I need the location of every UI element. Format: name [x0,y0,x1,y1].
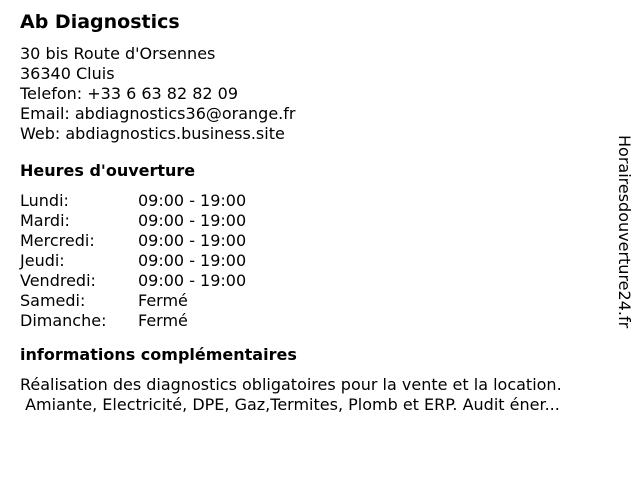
email-line: Email: abdiagnostics36@orange.fr [20,104,296,123]
day-label: Mercredi: [20,231,95,250]
hours-row-jeudi [20,251,610,271]
day-hours: 09:00 - 19:00 [138,211,247,230]
day-label: Dimanche: [20,311,107,330]
address-city: 36340 Cluis [20,64,115,83]
hours-row-mardi [20,211,610,231]
site-watermark: Horairesdouverture24.fr [615,135,634,329]
day-hours: 09:00 - 19:00 [138,191,247,210]
web-line: Web: abdiagnostics.business.site [20,124,285,143]
day-label: Mardi: [20,211,70,230]
day-hours: Fermé [138,291,188,310]
day-label: Lundi: [20,191,69,210]
day-hours: 09:00 - 19:00 [138,251,247,270]
hours-row-lundi [20,191,610,211]
info-description [20,375,610,415]
info-line-2: Amiante, Electricité, DPE, Gaz,Termites, Plomb et ERP. Audit éner... [20,395,560,414]
hours-row-samedi [20,291,610,311]
info-line-1: Réalisation des diagnostics obligatoires pour la vente et la location. [20,375,562,394]
day-label: Vendredi: [20,271,96,290]
info-title: informations complémentaires [20,345,297,364]
business-name: Ab Diagnostics [20,11,180,33]
day-hours: 09:00 - 19:00 [138,271,247,290]
business-card [20,10,610,415]
hours-row-mercredi [20,231,610,251]
day-hours: Fermé [138,311,188,330]
phone-line: Telefon: +33 6 63 82 82 09 [20,84,239,103]
hours-row-dimanche [20,311,610,331]
hours-row-vendredi [20,271,610,291]
hours-title: Heures d'ouverture [20,161,196,180]
hours-table [20,191,610,331]
day-label: Jeudi: [20,251,65,270]
contact-block [20,44,610,144]
day-hours: 09:00 - 19:00 [138,231,247,250]
address-street: 30 bis Route d'Orsennes [20,44,216,63]
day-label: Samedi: [20,291,86,310]
